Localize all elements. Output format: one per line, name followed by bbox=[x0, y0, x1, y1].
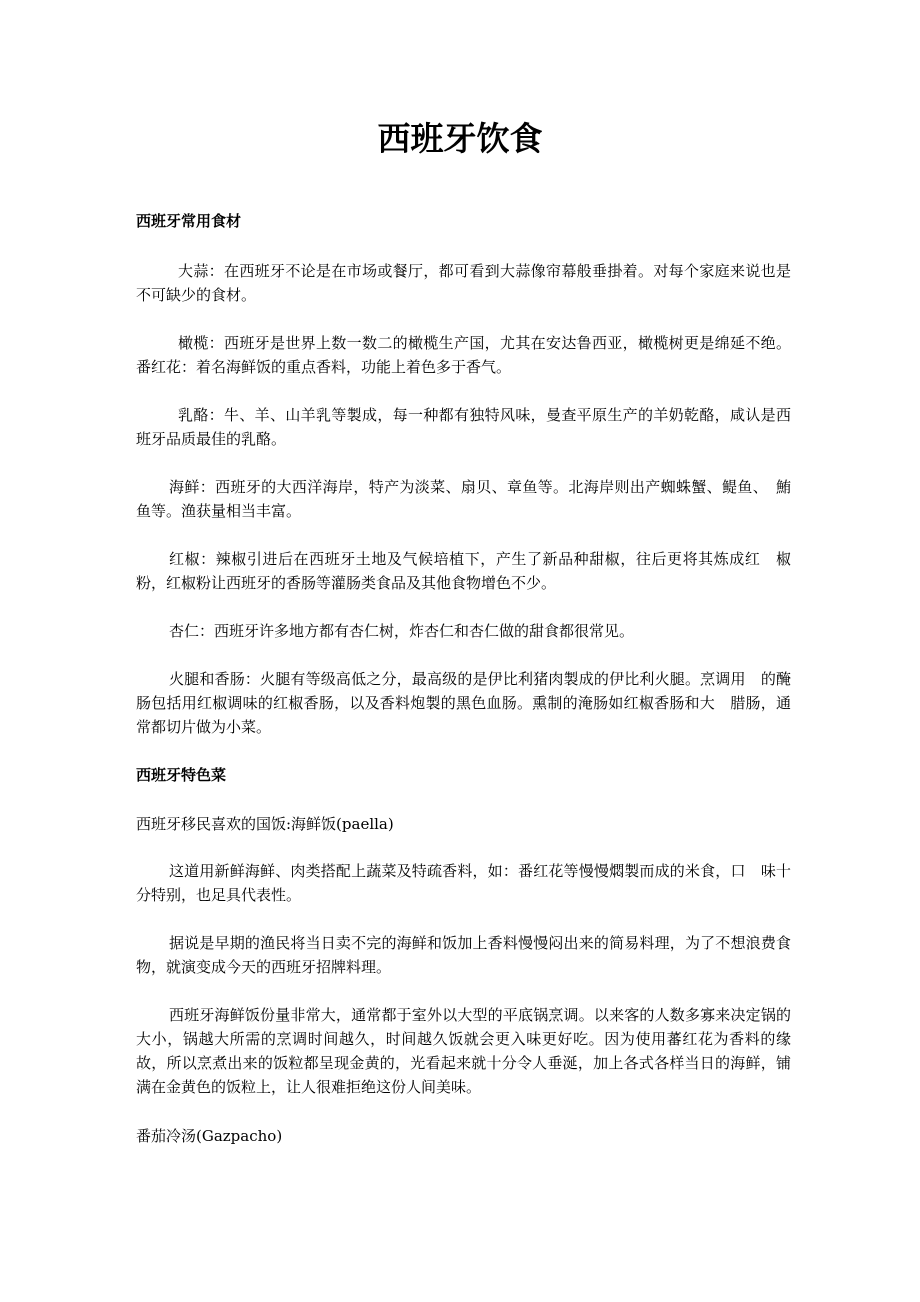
paragraph-seafood: 海鲜：西班牙的大西洋海岸，特产为淡菜、扇贝、章鱼等。北海岸则出产蜘蛛蟹、鳀鱼、 鮪鱼等。渔获量相当丰富。 bbox=[136, 478, 791, 520]
paragraph-cheese: 乳酪：牛、羊、山羊乳等製成，每一种都有独特风味，曼查平原生产的羊奶乾酪，咸认是西班牙品质最佳的乳酪。 bbox=[136, 406, 791, 448]
gazpacho-subtitle: 番茄冷汤(Gazpacho) bbox=[136, 1127, 283, 1145]
paragraph-paella-intro: 这道用新鲜海鲜、肉类搭配上蔬菜及特疏香料，如：番红花等慢慢燜製而成的米食，口 味十分特别，也足具代表性。 bbox=[136, 862, 791, 904]
paragraph-red-pepper: 红椒：辣椒引进后在西班牙土地及气候培植下，产生了新品种甜椒，往后更将其炼成红 椒粉，红椒粉让西班牙的香肠等灌肠类食品及其他食物增色不少。 bbox=[136, 550, 791, 592]
section-heading-ingredients: 西班牙常用食材 bbox=[136, 212, 242, 230]
paragraph-olive: 橄榄：西班牙是世界上数一数二的橄榄生产国，尤其在安达鲁西亚，橄榄树更是绵延不绝。番红花：着名海鲜饭的重点香料，功能上着色多于香气。 bbox=[136, 334, 791, 376]
paragraph-paella-origin: 据说是早期的渔民将当日卖不完的海鲜和饭加上香料慢慢闷出来的简易料理，为了不想浪费食物，就演变成今天的西班牙招牌料理。 bbox=[136, 934, 791, 976]
page-title: 西班牙饮食 bbox=[377, 119, 543, 158]
paragraph-ham-sausage: 火腿和香肠：火腿有等级高低之分，最高级的是伊比利猪肉製成的伊比利火腿。烹调用 的醃肠包括用红椒调味的红椒香肠，以及香料炮製的黑色血肠。熏制的淹肠如红椒香肠和大 腊肠，通常都切片做为小菜。 bbox=[136, 670, 791, 736]
paragraph-almond: 杏仁：西班牙许多地方都有杏仁树，炸杏仁和杏仁做的甜食都很常见。 bbox=[169, 622, 635, 640]
paragraph-garlic: 大蒜：在西班牙不论是在市场或餐厅，都可看到大蒜像帘幕般垂掛着。对每个家庭来说也是不可缺少的食材。 bbox=[136, 262, 791, 304]
paragraph-paella-serving: 西班牙海鲜饭份量非常大，通常都于室外以大型的平底锅烹调。以来客的人数多寡来决定锅的大小，锅越大所需的烹调时间越久，时间越久饭就会更入味更好吃。因为使用蕃红花为香料的缘故，所以烹煮出来的饭粒都呈现金黄的，光看起来就十分令人垂涎，加上各式各样当日的海鲜，铺满在金黄色的饭粒上，让人很难拒绝这份人间美味。 bbox=[136, 1006, 791, 1096]
paella-subtitle: 西班牙移民喜欢的国饭:海鲜饭(paella) bbox=[136, 815, 394, 833]
section-heading-specialties: 西班牙特色菜 bbox=[136, 766, 227, 784]
